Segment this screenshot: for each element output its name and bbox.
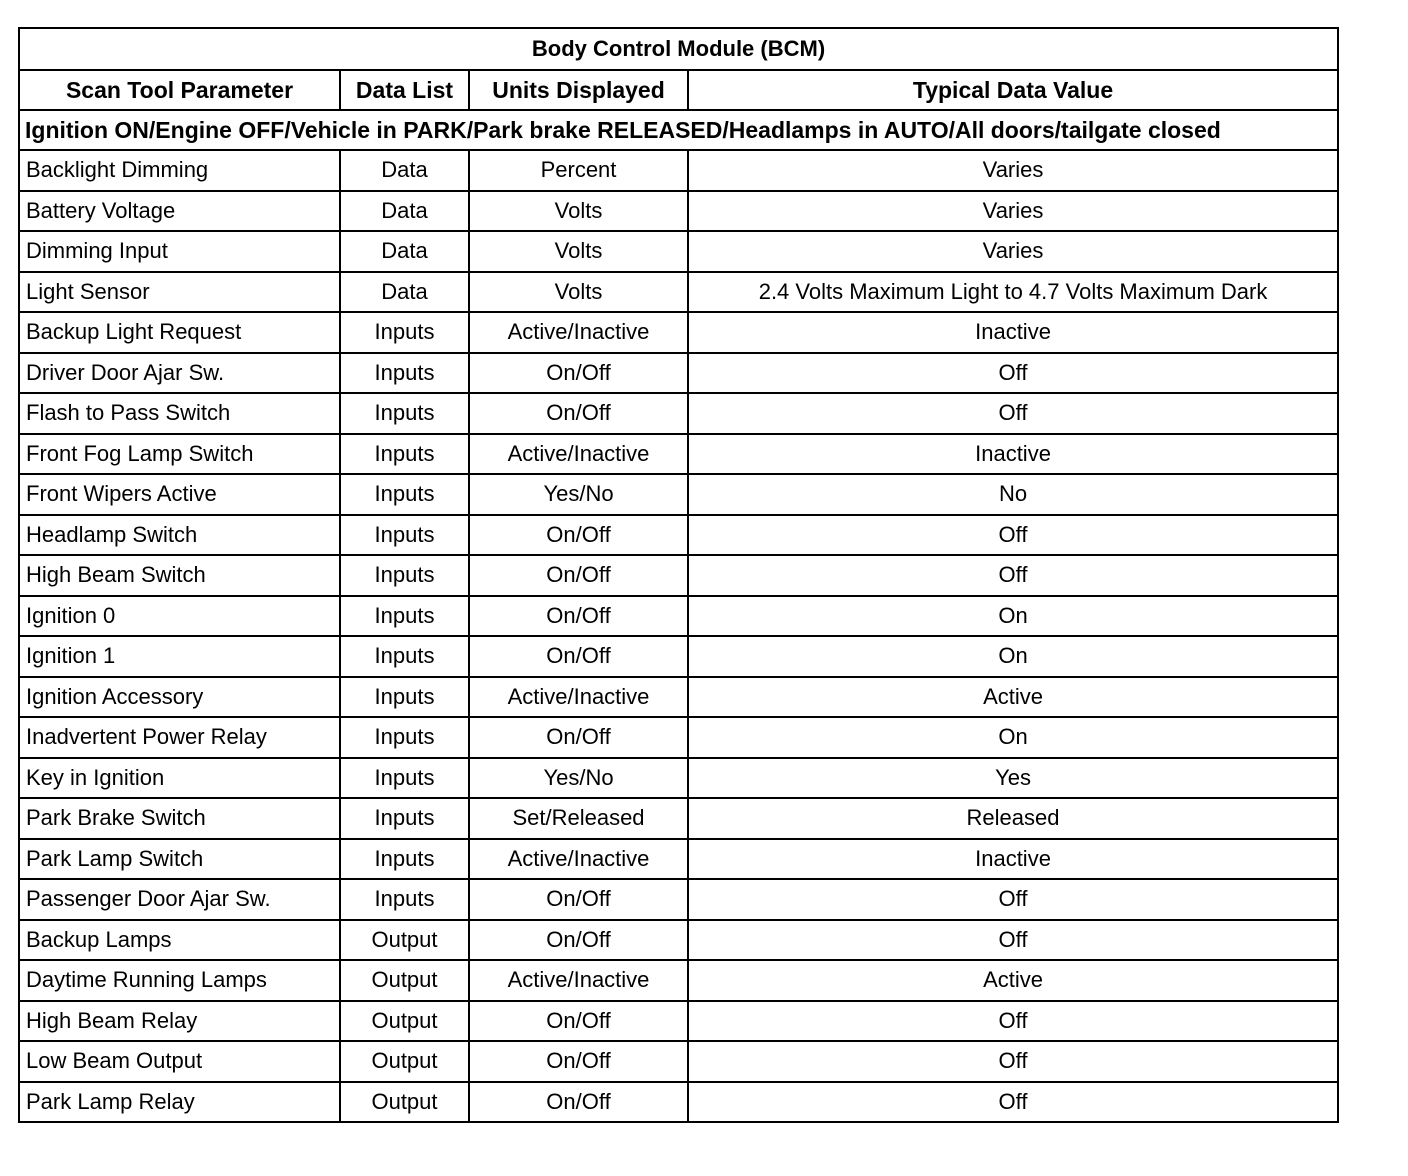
parameter-cell: Daytime Running Lamps: [19, 960, 340, 1001]
units-cell: On/Off: [469, 717, 688, 758]
data-list-cell: Inputs: [340, 717, 469, 758]
data-list-cell: Inputs: [340, 353, 469, 394]
parameter-cell: Dimming Input: [19, 231, 340, 272]
table-row: [19, 717, 1338, 758]
units-cell: On/Off: [469, 636, 688, 677]
typical-value-cell: Off: [688, 393, 1338, 434]
data-list-cell: Output: [340, 1082, 469, 1123]
data-list-cell: Data: [340, 272, 469, 313]
data-list-cell: Output: [340, 1041, 469, 1082]
table-row: [19, 1082, 1338, 1123]
data-list-cell: Inputs: [340, 393, 469, 434]
header-typical-value: Typical Data Value: [688, 70, 1338, 110]
data-list-cell: Inputs: [340, 798, 469, 839]
units-cell: Active/Inactive: [469, 960, 688, 1001]
typical-value-cell: Off: [688, 1041, 1338, 1082]
table-row: [19, 1041, 1338, 1082]
parameter-cell: Front Fog Lamp Switch: [19, 434, 340, 475]
data-list-cell: Inputs: [340, 474, 469, 515]
table-row: [19, 596, 1338, 637]
typical-value-cell: Released: [688, 798, 1338, 839]
data-list-cell: Inputs: [340, 636, 469, 677]
units-cell: On/Off: [469, 515, 688, 556]
parameter-cell: Key in Ignition: [19, 758, 340, 799]
parameter-cell: Backup Lamps: [19, 920, 340, 961]
data-list-cell: Data: [340, 150, 469, 191]
table-row: [19, 312, 1338, 353]
table-row: [19, 353, 1338, 394]
table-row: [19, 920, 1338, 961]
units-cell: Yes/No: [469, 474, 688, 515]
table-row: [19, 677, 1338, 718]
typical-value-cell: Varies: [688, 150, 1338, 191]
typical-value-cell: Varies: [688, 231, 1338, 272]
data-list-cell: Data: [340, 191, 469, 232]
units-cell: Volts: [469, 231, 688, 272]
typical-value-cell: Off: [688, 1001, 1338, 1042]
units-cell: On/Off: [469, 596, 688, 637]
parameter-cell: Park Lamp Relay: [19, 1082, 340, 1123]
typical-value-cell: Inactive: [688, 434, 1338, 475]
typical-value-cell: Active: [688, 677, 1338, 718]
table-row: [19, 515, 1338, 556]
parameter-cell: Park Lamp Switch: [19, 839, 340, 880]
units-cell: Active/Inactive: [469, 434, 688, 475]
units-cell: Active/Inactive: [469, 839, 688, 880]
parameter-cell: Ignition 0: [19, 596, 340, 637]
table-row: [19, 272, 1338, 313]
units-cell: On/Off: [469, 1082, 688, 1123]
table-row: [19, 150, 1338, 191]
table-row: [19, 434, 1338, 475]
units-cell: On/Off: [469, 920, 688, 961]
units-cell: Active/Inactive: [469, 677, 688, 718]
table-row: [19, 1001, 1338, 1042]
parameter-cell: Backup Light Request: [19, 312, 340, 353]
data-list-cell: Output: [340, 960, 469, 1001]
table-title: Body Control Module (BCM): [19, 28, 1338, 70]
units-cell: Volts: [469, 272, 688, 313]
typical-value-cell: Off: [688, 353, 1338, 394]
parameter-cell: Passenger Door Ajar Sw.: [19, 879, 340, 920]
units-cell: Yes/No: [469, 758, 688, 799]
units-cell: On/Off: [469, 879, 688, 920]
parameter-cell: Ignition 1: [19, 636, 340, 677]
table-row: [19, 191, 1338, 232]
units-cell: On/Off: [469, 555, 688, 596]
header-parameter: Scan Tool Parameter: [19, 70, 340, 110]
typical-value-cell: Off: [688, 1082, 1338, 1123]
typical-value-cell: Yes: [688, 758, 1338, 799]
units-cell: Active/Inactive: [469, 312, 688, 353]
data-list-cell: Inputs: [340, 758, 469, 799]
typical-value-cell: On: [688, 596, 1338, 637]
parameter-cell: Flash to Pass Switch: [19, 393, 340, 434]
parameter-cell: High Beam Switch: [19, 555, 340, 596]
data-list-cell: Output: [340, 1001, 469, 1042]
parameter-cell: Headlamp Switch: [19, 515, 340, 556]
typical-value-cell: Inactive: [688, 839, 1338, 880]
data-list-cell: Data: [340, 231, 469, 272]
bcm-data-table: [18, 27, 1339, 1123]
data-list-cell: Inputs: [340, 555, 469, 596]
table-row: [19, 758, 1338, 799]
typical-value-cell: On: [688, 717, 1338, 758]
table-row: [19, 960, 1338, 1001]
typical-value-cell: No: [688, 474, 1338, 515]
data-list-cell: Inputs: [340, 596, 469, 637]
parameter-cell: Front Wipers Active: [19, 474, 340, 515]
typical-value-cell: Off: [688, 515, 1338, 556]
parameter-cell: Driver Door Ajar Sw.: [19, 353, 340, 394]
table-body: [19, 150, 1338, 1122]
table-row: [19, 474, 1338, 515]
parameter-cell: Backlight Dimming: [19, 150, 340, 191]
parameter-cell: Park Brake Switch: [19, 798, 340, 839]
parameter-cell: Battery Voltage: [19, 191, 340, 232]
data-list-cell: Inputs: [340, 515, 469, 556]
units-cell: On/Off: [469, 1001, 688, 1042]
typical-value-cell: Active: [688, 960, 1338, 1001]
units-cell: On/Off: [469, 393, 688, 434]
data-list-cell: Inputs: [340, 312, 469, 353]
table-row: [19, 636, 1338, 677]
header-data-list: Data List: [340, 70, 469, 110]
units-cell: Set/Released: [469, 798, 688, 839]
parameter-cell: Low Beam Output: [19, 1041, 340, 1082]
units-cell: Percent: [469, 150, 688, 191]
test-condition: Ignition ON/Engine OFF/Vehicle in PARK/Park brake RELEASED/Headlamps in AUTO/All doors/tailgate closed: [19, 110, 1338, 150]
table-row: [19, 393, 1338, 434]
typical-value-cell: On: [688, 636, 1338, 677]
parameter-cell: Light Sensor: [19, 272, 340, 313]
typical-value-cell: Varies: [688, 191, 1338, 232]
table-row: [19, 231, 1338, 272]
table-row: [19, 555, 1338, 596]
typical-value-cell: Off: [688, 555, 1338, 596]
typical-value-cell: Off: [688, 879, 1338, 920]
parameter-cell: Inadvertent Power Relay: [19, 717, 340, 758]
data-list-cell: Inputs: [340, 839, 469, 880]
typical-value-cell: 2.4 Volts Maximum Light to 4.7 Volts Maximum Dark: [688, 272, 1338, 313]
table-row: [19, 879, 1338, 920]
table-row: [19, 798, 1338, 839]
table-row: [19, 839, 1338, 880]
data-list-cell: Inputs: [340, 434, 469, 475]
parameter-cell: Ignition Accessory: [19, 677, 340, 718]
data-list-cell: Inputs: [340, 879, 469, 920]
header-units: Units Displayed: [469, 70, 688, 110]
typical-value-cell: Off: [688, 920, 1338, 961]
data-list-cell: Output: [340, 920, 469, 961]
units-cell: On/Off: [469, 1041, 688, 1082]
units-cell: On/Off: [469, 353, 688, 394]
typical-value-cell: Inactive: [688, 312, 1338, 353]
parameter-cell: High Beam Relay: [19, 1001, 340, 1042]
units-cell: Volts: [469, 191, 688, 232]
data-list-cell: Inputs: [340, 677, 469, 718]
